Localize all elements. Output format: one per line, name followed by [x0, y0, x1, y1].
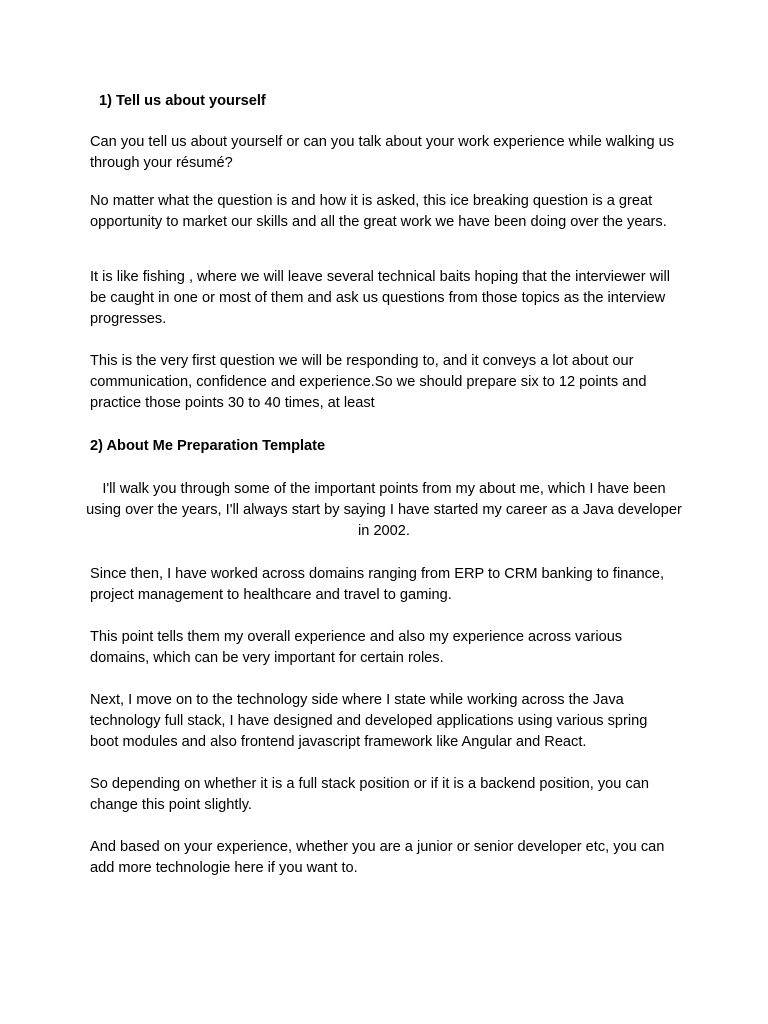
paragraph: This is the very first question we will be responding to, and it conveys a lot about our communication, confidence and experience.So we should prepare six to 12 points and practice those points 30 to 40 times, at least: [90, 353, 647, 411]
centered-paragraph: I'll walk you through some of the important points from my about me, which I have been using over the years, I'll always start by saying I have started my career as a Java developer in 2002.: [86, 481, 682, 539]
paragraph: So depending on whether it is a full stack position or if it is a backend position, you can change this point slightly.: [90, 776, 649, 813]
paragraph: It is like fishing , where we will leave several technical baits hoping that the interviewer will be caught in one or most of them and ask us questions from those topics as the interview progresses.: [90, 269, 670, 327]
paragraph: Can you tell us about yourself or can you talk about your work experience while walking us through your résumé?: [90, 134, 675, 171]
section-heading-about-me-template: 2) About Me Preparation Template: [90, 438, 326, 454]
paragraph: No matter what the question is and how it is asked, this ice breaking question is a great opportunity to market our skills and all the great work we have been doing over the years.: [90, 193, 667, 230]
paragraph: This point tells them my overall experience and also my experience across various domains, which can be very important for certain roles.: [90, 629, 623, 666]
paragraph: Since then, I have worked across domains ranging from ERP to CRM banking to finance, project management to healthcare and travel to gaming.: [90, 566, 665, 603]
paragraph: Next, I move on to the technology side where I state while working across the Java technology full stack, I have designed and developed applications using various spring boot modules and also frontend javascript framework like Angular and React.: [90, 692, 648, 750]
section-heading-tell-us-about-yourself: 1) Tell us about yourself: [99, 93, 266, 109]
paragraph: And based on your experience, whether you are a junior or senior developer etc, you can add more technologie here if you want to.: [90, 839, 665, 876]
